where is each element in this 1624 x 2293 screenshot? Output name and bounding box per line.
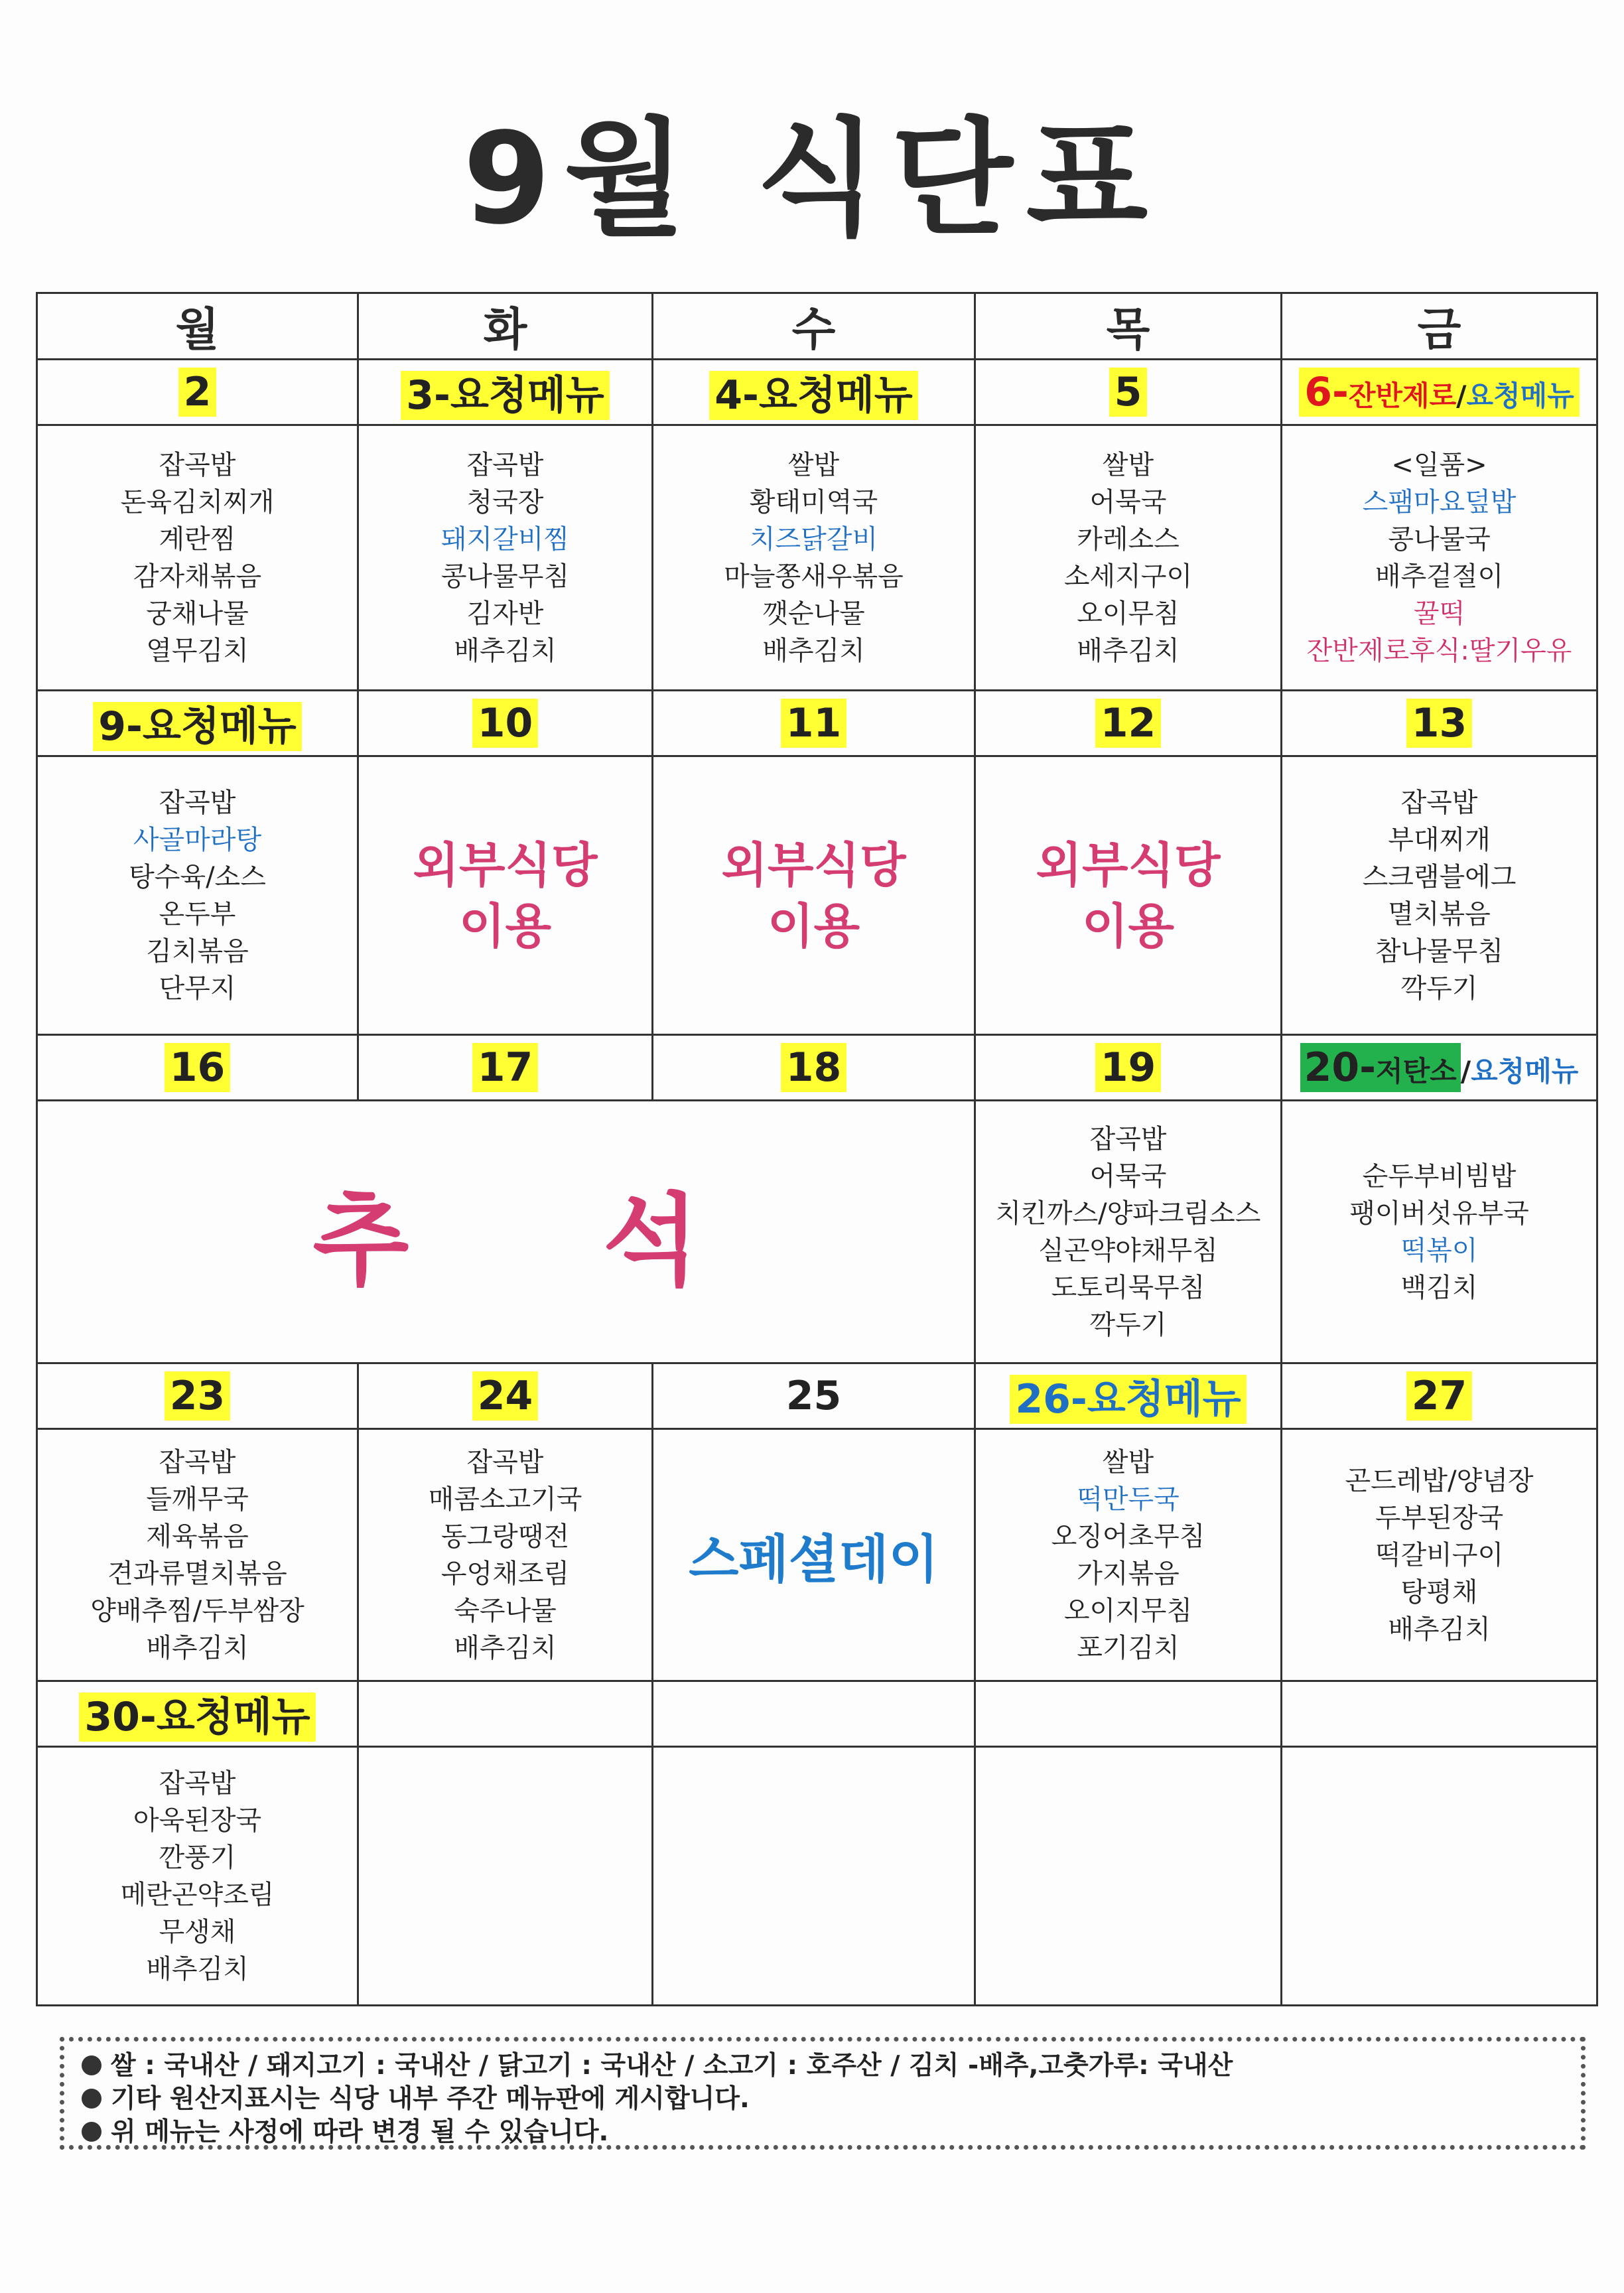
note-line: [82, 2050, 1564, 2083]
outside-dining-cell: [975, 756, 1282, 1035]
outside-dining-text: 외부식당: [413, 837, 598, 893]
holiday-cell: [37, 1101, 975, 1363]
empty-menu-cell: [1282, 1747, 1597, 2006]
separator: /: [1460, 1055, 1471, 1087]
date-cell: [37, 1035, 358, 1101]
menu-item: 멸치볶음: [1388, 898, 1491, 930]
date-cell: [37, 360, 358, 425]
menu-cell: [1282, 756, 1597, 1035]
week5-date-row: [37, 1681, 1597, 1747]
outside-dining-text: 외부식당: [1036, 837, 1221, 893]
outside-dining-text: 이용: [458, 898, 552, 954]
menu-item: 돈육김치찌개: [120, 486, 275, 518]
menu-item: 꿀떡: [1413, 598, 1465, 629]
menu-table: [36, 292, 1598, 2006]
menu-item: 소세지구이: [1063, 561, 1193, 592]
menu-item: 동그랑땡전: [440, 1521, 570, 1552]
week3-menu-row: [37, 1101, 1597, 1363]
menu-item: 숙주나물: [454, 1595, 557, 1626]
menu-item: 백김치: [1400, 1272, 1478, 1303]
menu-item: 매콤소고기국: [428, 1484, 582, 1515]
menu-item: 떡볶이: [1400, 1235, 1478, 1266]
menu-item: 포기김치: [1077, 1632, 1180, 1663]
date-cell: [1282, 691, 1597, 756]
menu-item: 양배추찜/두부쌈장: [90, 1595, 304, 1626]
menu-item: 마늘쫑새우볶음: [724, 561, 904, 592]
date-label: 10: [472, 699, 539, 748]
day-thu: 목: [975, 293, 1282, 360]
menu-item: 김자반: [466, 598, 544, 629]
date-cell: [1282, 1035, 1597, 1101]
menu-item: 스팸마요덮밥: [1362, 486, 1517, 518]
week2-menu-row: [37, 756, 1597, 1035]
menu-item: 청국장: [466, 486, 544, 518]
menu-item: 잡곡밥: [466, 1446, 544, 1478]
menu-item: 우엉채조림: [440, 1558, 570, 1589]
bullet-icon: [82, 2122, 102, 2142]
date-label: 17: [472, 1043, 539, 1092]
menu-item: 쌀밥: [1102, 449, 1154, 480]
menu-cell: [37, 756, 358, 1035]
empty-menu-cell: [975, 1747, 1282, 2006]
menu-cell: [975, 1429, 1282, 1681]
date-cell: [37, 1363, 358, 1429]
date-cell: [975, 360, 1282, 425]
bullet-icon: [82, 2055, 102, 2075]
outside-dining-text: 외부식당: [721, 837, 906, 893]
menu-item: 배추겉절이: [1375, 561, 1504, 592]
menu-item: 깍두기: [1400, 973, 1478, 1004]
menu-item: 잡곡밥: [1089, 1123, 1167, 1154]
separator: /: [1456, 380, 1467, 412]
menu-item: 열무김치: [146, 635, 249, 666]
menu-item: 깍두기: [1089, 1309, 1167, 1340]
menu-cell: [37, 425, 358, 691]
menu-item: 사골마라탕: [133, 824, 262, 855]
holiday-text: 추 석: [312, 1183, 779, 1299]
menu-cell: [37, 1747, 358, 2006]
date-label: 27: [1406, 1371, 1473, 1421]
menu-item: 탕수육/소스: [129, 861, 266, 892]
date-cell: [358, 1035, 653, 1101]
date-cell: [653, 360, 975, 425]
date-label: 4-요청메뉴: [709, 371, 918, 420]
menu-item: 어묵국: [1089, 1160, 1167, 1192]
menu-item: 스크램블에그: [1362, 861, 1517, 892]
menu-cell: [1282, 425, 1597, 691]
menu-item: 견과류멸치볶음: [107, 1558, 287, 1589]
notes-box: [60, 2037, 1586, 2150]
menu-item: 잡곡밥: [1400, 787, 1478, 818]
menu-item: 잡곡밥: [466, 449, 544, 480]
menu-item: 배추김치: [146, 1953, 249, 1984]
menu-cell: [37, 1429, 358, 1681]
note-text: 기타 원산지표시는 식당 내부 주간 메뉴판에 게시합니다.: [111, 2084, 750, 2114]
menu-item: 치킨까스/양파크림소스: [995, 1198, 1261, 1229]
menu-item: <일품>: [1391, 449, 1487, 480]
note-line: [82, 2083, 1564, 2116]
menu-cell: [1282, 1101, 1597, 1363]
date-num: 20-: [1304, 1044, 1377, 1091]
date-label: 9-요청메뉴: [93, 702, 302, 751]
outside-dining-cell: [653, 756, 975, 1035]
request-menu-label: 요청메뉴: [1466, 380, 1574, 412]
menu-item: 오이지무침: [1063, 1595, 1193, 1626]
note-text: 쌀 : 국내산 / 돼지고기 : 국내산 / 닭고기 : 국내산 / 소고기 : 호주산 / 김치 -배추,고춧가루: 국내산: [111, 2051, 1233, 2081]
menu-item: 배추김치: [1388, 1614, 1491, 1645]
menu-item: 콩나물무침: [440, 561, 570, 592]
menu-item: 가지볶음: [1077, 1558, 1180, 1589]
week3-date-row: [37, 1035, 1597, 1101]
week2-date-row: [37, 691, 1597, 756]
menu-item: 잡곡밥: [159, 449, 236, 480]
date-cell: [653, 691, 975, 756]
menu-item: 순두부비빔밥: [1362, 1160, 1517, 1192]
date-cell: [653, 1035, 975, 1101]
menu-item: 잔반제로후식:딸기우유: [1306, 635, 1572, 666]
menu-item: 들깨무국: [146, 1484, 249, 1515]
menu-item: 떡갈비구이: [1375, 1539, 1504, 1570]
date-cell: [358, 360, 653, 425]
menu-item: 황태미역국: [749, 486, 878, 518]
menu-item: 실곤약야채무침: [1038, 1235, 1218, 1266]
menu-item: 깐풍기: [159, 1842, 236, 1873]
date-cell: [37, 691, 358, 756]
date-label: 12: [1095, 699, 1162, 748]
week1-menu-row: [37, 425, 1597, 691]
date-label: 19: [1095, 1043, 1162, 1092]
menu-item: 메란곤약조림: [120, 1879, 275, 1910]
menu-item: 단무지: [159, 973, 236, 1004]
empty-date-cell: [1282, 1681, 1597, 1747]
week4-menu-row: [37, 1429, 1597, 1681]
menu-item: 아욱된장국: [133, 1805, 262, 1836]
menu-item: 계란찜: [159, 523, 236, 555]
menu-item: 도토리묵무침: [1051, 1272, 1205, 1303]
date-cell: [975, 691, 1282, 756]
menu-cell: [975, 425, 1282, 691]
date-label: 24: [472, 1371, 539, 1421]
date-label: 23: [165, 1371, 231, 1421]
menu-item: 무생채: [159, 1916, 236, 1947]
date-cell: [975, 1363, 1282, 1429]
page-title: 9월 식단표: [462, 105, 1162, 252]
menu-item: 치즈닭갈비: [749, 523, 878, 555]
menu-cell: [358, 1429, 653, 1681]
week1-date-row: [37, 360, 1597, 425]
date-label: 25: [785, 1373, 842, 1419]
menu-item: 배추김치: [762, 635, 865, 666]
date-label: 2: [178, 368, 217, 417]
menu-item: 콩나물국: [1388, 523, 1491, 555]
low-carbon-label: [1300, 1043, 1461, 1092]
menu-item: 쌀밥: [1102, 1446, 1154, 1478]
menu-item: 배추김치: [1077, 635, 1180, 666]
date-label: 3-요청메뉴: [401, 371, 610, 420]
outside-dining-text: 이용: [767, 898, 860, 954]
date-cell: [358, 1363, 653, 1429]
date-label: 30-요청메뉴: [79, 1693, 315, 1742]
date-cell: [1282, 1363, 1597, 1429]
menu-item: 탕평채: [1400, 1576, 1478, 1608]
date-label: 13: [1406, 699, 1473, 748]
menu-item: 카레소스: [1077, 523, 1180, 555]
menu-item: 어묵국: [1089, 486, 1167, 518]
menu-item: 팽이버섯유부국: [1349, 1198, 1529, 1229]
date-cell: [653, 1363, 975, 1429]
menu-item: 오징어초무침: [1051, 1521, 1205, 1552]
day-fri: 금: [1282, 293, 1597, 360]
request-menu-label: 요청메뉴: [1471, 1055, 1579, 1087]
menu-item: 제육볶음: [146, 1521, 249, 1552]
date-label: 26-요청메뉴: [1010, 1375, 1246, 1424]
week4-date-row: [37, 1363, 1597, 1429]
menu-item: 김치볶음: [146, 936, 249, 967]
menu-item: 온두부: [159, 898, 236, 930]
day-header-row: [37, 293, 1597, 360]
day-mon: 월: [37, 293, 358, 360]
menu-item: 두부된장국: [1375, 1502, 1504, 1533]
special-day-cell: [653, 1429, 975, 1681]
menu-item: 부대찌개: [1388, 824, 1491, 855]
menu-item: 배추김치: [146, 1632, 249, 1663]
menu-item: 곤드레밥/양념장: [1345, 1465, 1534, 1496]
menu-cell: [1282, 1429, 1597, 1681]
menu-item: 돼지갈비찜: [440, 523, 570, 555]
menu-cell: [358, 425, 653, 691]
menu-item: 오이무침: [1077, 598, 1180, 629]
empty-menu-cell: [653, 1747, 975, 2006]
date-label: 5: [1109, 368, 1148, 417]
menu-item: 깻순나물: [762, 598, 865, 629]
outside-dining-cell: [358, 756, 653, 1035]
bullet-icon: [82, 2089, 102, 2109]
date-label: 18: [781, 1043, 847, 1092]
date-cell: [975, 1035, 1282, 1101]
special-day-text: 스페셜데이: [689, 1529, 939, 1590]
menu-item: 잡곡밥: [159, 1768, 236, 1799]
outside-dining-text: 이용: [1081, 898, 1175, 954]
menu-item: 배추김치: [454, 635, 557, 666]
empty-date-cell: [653, 1681, 975, 1747]
menu-cell: [653, 425, 975, 691]
menu-item: 참나물무침: [1375, 936, 1504, 967]
empty-date-cell: [358, 1681, 653, 1747]
note-line: [82, 2116, 1564, 2149]
empty-menu-cell: [358, 1747, 653, 2006]
note-text: 위 메뉴는 사정에 따라 변경 될 수 있습니다.: [111, 2117, 609, 2147]
low-carbon-text: 저탄소: [1376, 1055, 1457, 1087]
menu-item: 궁채나물: [146, 598, 249, 629]
day-wed: 수: [653, 293, 975, 360]
date-num: 6-: [1304, 369, 1349, 415]
menu-cell: [975, 1101, 1282, 1363]
date-cell: [37, 1681, 358, 1747]
day-tue: 화: [358, 293, 653, 360]
date-cell: [358, 691, 653, 756]
date-label: 11: [781, 699, 847, 748]
date-label: [1299, 368, 1580, 417]
date-cell: [1282, 360, 1597, 425]
menu-item: 배추김치: [454, 1632, 557, 1663]
empty-date-cell: [975, 1681, 1282, 1747]
date-label: 16: [165, 1043, 231, 1092]
zero-waste-label: 잔반제로: [1348, 380, 1457, 412]
menu-item: 잡곡밥: [159, 787, 236, 818]
menu-item: 잡곡밥: [159, 1446, 236, 1478]
menu-item: 쌀밥: [787, 449, 840, 480]
menu-item: 감자채볶음: [133, 561, 262, 592]
week5-menu-row: [37, 1747, 1597, 2006]
menu-item: 떡만두국: [1077, 1484, 1180, 1515]
